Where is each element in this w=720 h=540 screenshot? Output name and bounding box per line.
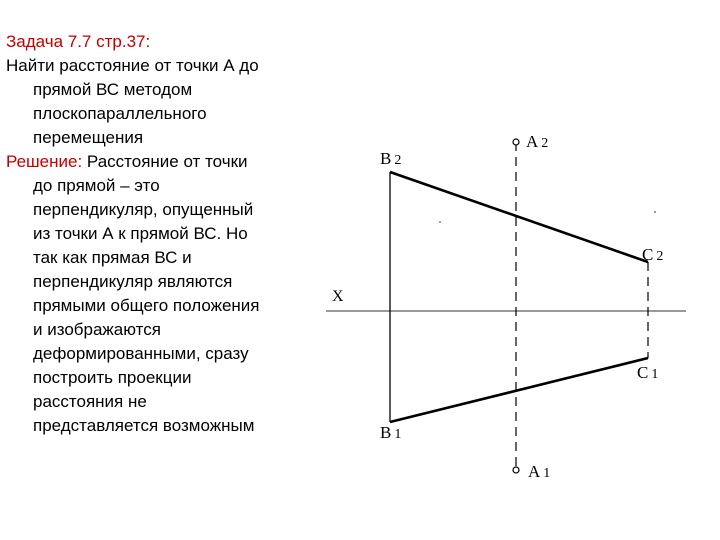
solution-line: перпендикуляр, опущенный: [33, 200, 254, 219]
label-b1-letter: B: [380, 423, 392, 442]
solution-line: деформированными, сразу: [33, 344, 249, 363]
label-b2-index: 2: [394, 153, 402, 168]
segment-b2c2: [390, 172, 648, 262]
label-c1-letter: C: [637, 363, 649, 382]
task-statement-line: плоскопараллельного: [33, 104, 207, 123]
task-statement-line: Найти расстояние от точки А до: [6, 56, 259, 75]
label-b2-letter: B: [380, 149, 392, 168]
solution-line: представляется возможным: [33, 416, 255, 435]
point-a1-marker: [513, 467, 519, 473]
label-b1-index: 1: [394, 427, 402, 442]
label-a1-letter: A: [528, 462, 541, 481]
solution-line: и изображаются: [33, 320, 161, 339]
solution-line: прямыми общего положения: [33, 296, 260, 315]
solution-line: построить проекции: [33, 368, 192, 387]
label-c2-letter: C: [642, 245, 654, 264]
label-b1: [380, 423, 401, 442]
solution-label: Решение:: [6, 152, 83, 171]
task-statement-line: перемещения: [33, 128, 144, 147]
task-statement-line: прямой ВС методом: [33, 80, 193, 99]
point-a2-marker: [513, 139, 519, 145]
solution-line: расстояния не: [33, 392, 147, 411]
solution-line: до прямой – это: [33, 176, 160, 195]
solution-line: так как прямая ВС и: [33, 248, 192, 267]
task-title: Задача 7.7 стр.37:: [6, 32, 151, 51]
stray-dot: [654, 211, 656, 213]
solution-line: из точки А к прямой ВС. Но: [33, 224, 248, 243]
solution-line: перпендикуляр являются: [33, 272, 233, 291]
label-a1: [528, 462, 550, 481]
label-c1-index: 1: [651, 367, 659, 382]
label-c1: [637, 363, 658, 382]
label-a2-index: 2: [541, 136, 549, 151]
label-a2: [526, 132, 548, 151]
label-a1-index: 1: [543, 466, 551, 481]
x-axis-label: X: [332, 288, 344, 305]
solution-first-line-text: Расстояние от точки: [82, 152, 248, 171]
segment-b1c1: [390, 358, 648, 422]
label-c2: [642, 245, 663, 264]
label-a2-letter: A: [526, 132, 539, 151]
stray-dot: [439, 221, 441, 223]
label-c2-index: 2: [656, 249, 664, 264]
label-b2: [380, 149, 401, 168]
